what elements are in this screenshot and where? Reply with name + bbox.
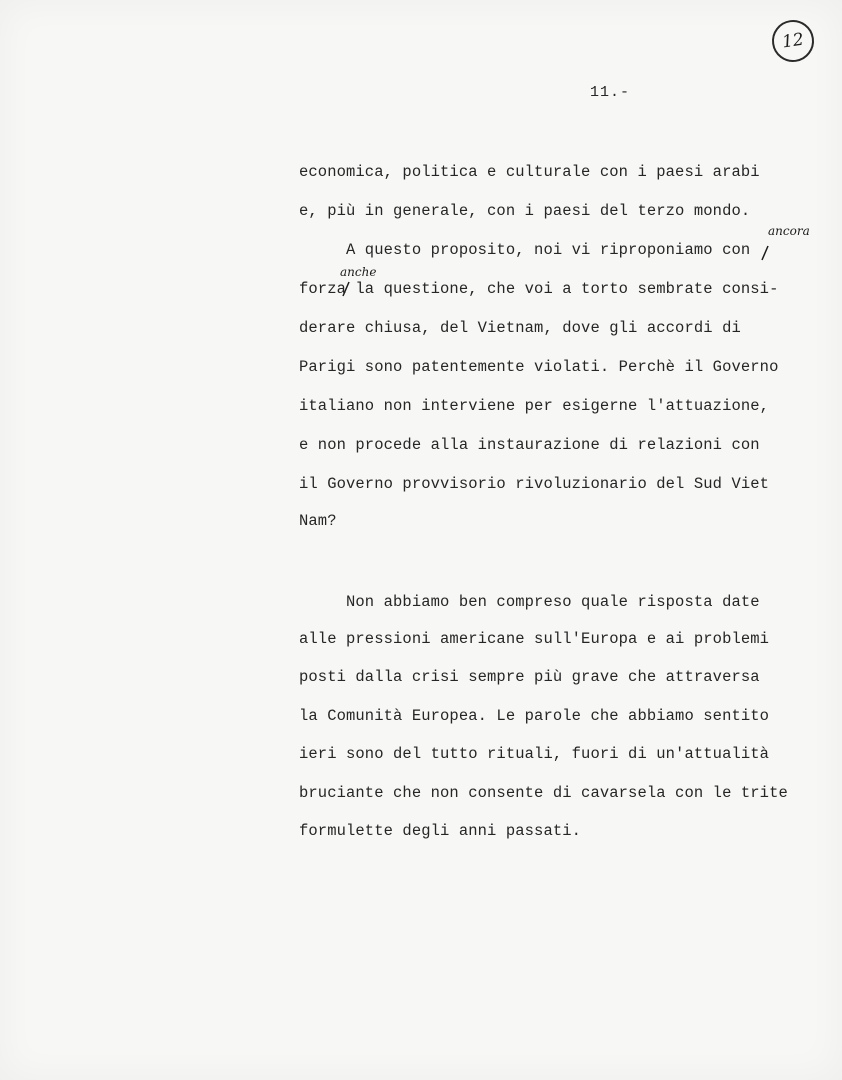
page-stamp: 12: [769, 17, 816, 64]
text-line: e non procede alla instaurazione di relazioni con: [299, 436, 760, 454]
text-line: alle pressioni americane sull'Europa e ai problemi: [299, 630, 770, 648]
handwritten-insert: ancora: [768, 224, 810, 238]
text-line: A questo proposito, noi vi riproponiamo con: [299, 241, 751, 259]
text-line: posti dalla crisi sempre più grave che attraversa: [299, 668, 760, 686]
text-line: formulette degli anni passati.: [299, 822, 582, 840]
page-number: 11.-: [590, 84, 631, 101]
handwritten-insert: anche: [340, 265, 377, 279]
text-line: il Governo provvisorio rivoluzionario del Sud Viet: [299, 475, 770, 493]
text-line: Nam?: [299, 512, 337, 530]
text-line: italiano non interviene per esigerne l'attuazione,: [299, 397, 770, 415]
text-line: e, più in generale, con i paesi del terzo mondo.: [299, 202, 751, 220]
text-line: Non abbiamo ben compreso quale risposta date: [299, 593, 760, 611]
text-line: forza la questione, che voi a torto sembrate consi-: [299, 280, 779, 298]
text-line: la Comunità Europea. Le parole che abbiamo sentito: [299, 707, 770, 725]
text-line: Parigi sono patentemente violati. Perchè il Governo: [299, 358, 779, 376]
text-line: ieri sono del tutto rituali, fuori di un'attualità: [299, 745, 770, 763]
insertion-caret-icon: [760, 244, 774, 262]
text-line: economica, politica e culturale con i paesi arabi: [299, 163, 760, 181]
text-line: derare chiusa, del Vietnam, dove gli accordi di: [299, 319, 741, 337]
insertion-caret-icon: [340, 280, 354, 298]
text-line: bruciante che non consente di cavarsela con le trite: [299, 784, 788, 802]
